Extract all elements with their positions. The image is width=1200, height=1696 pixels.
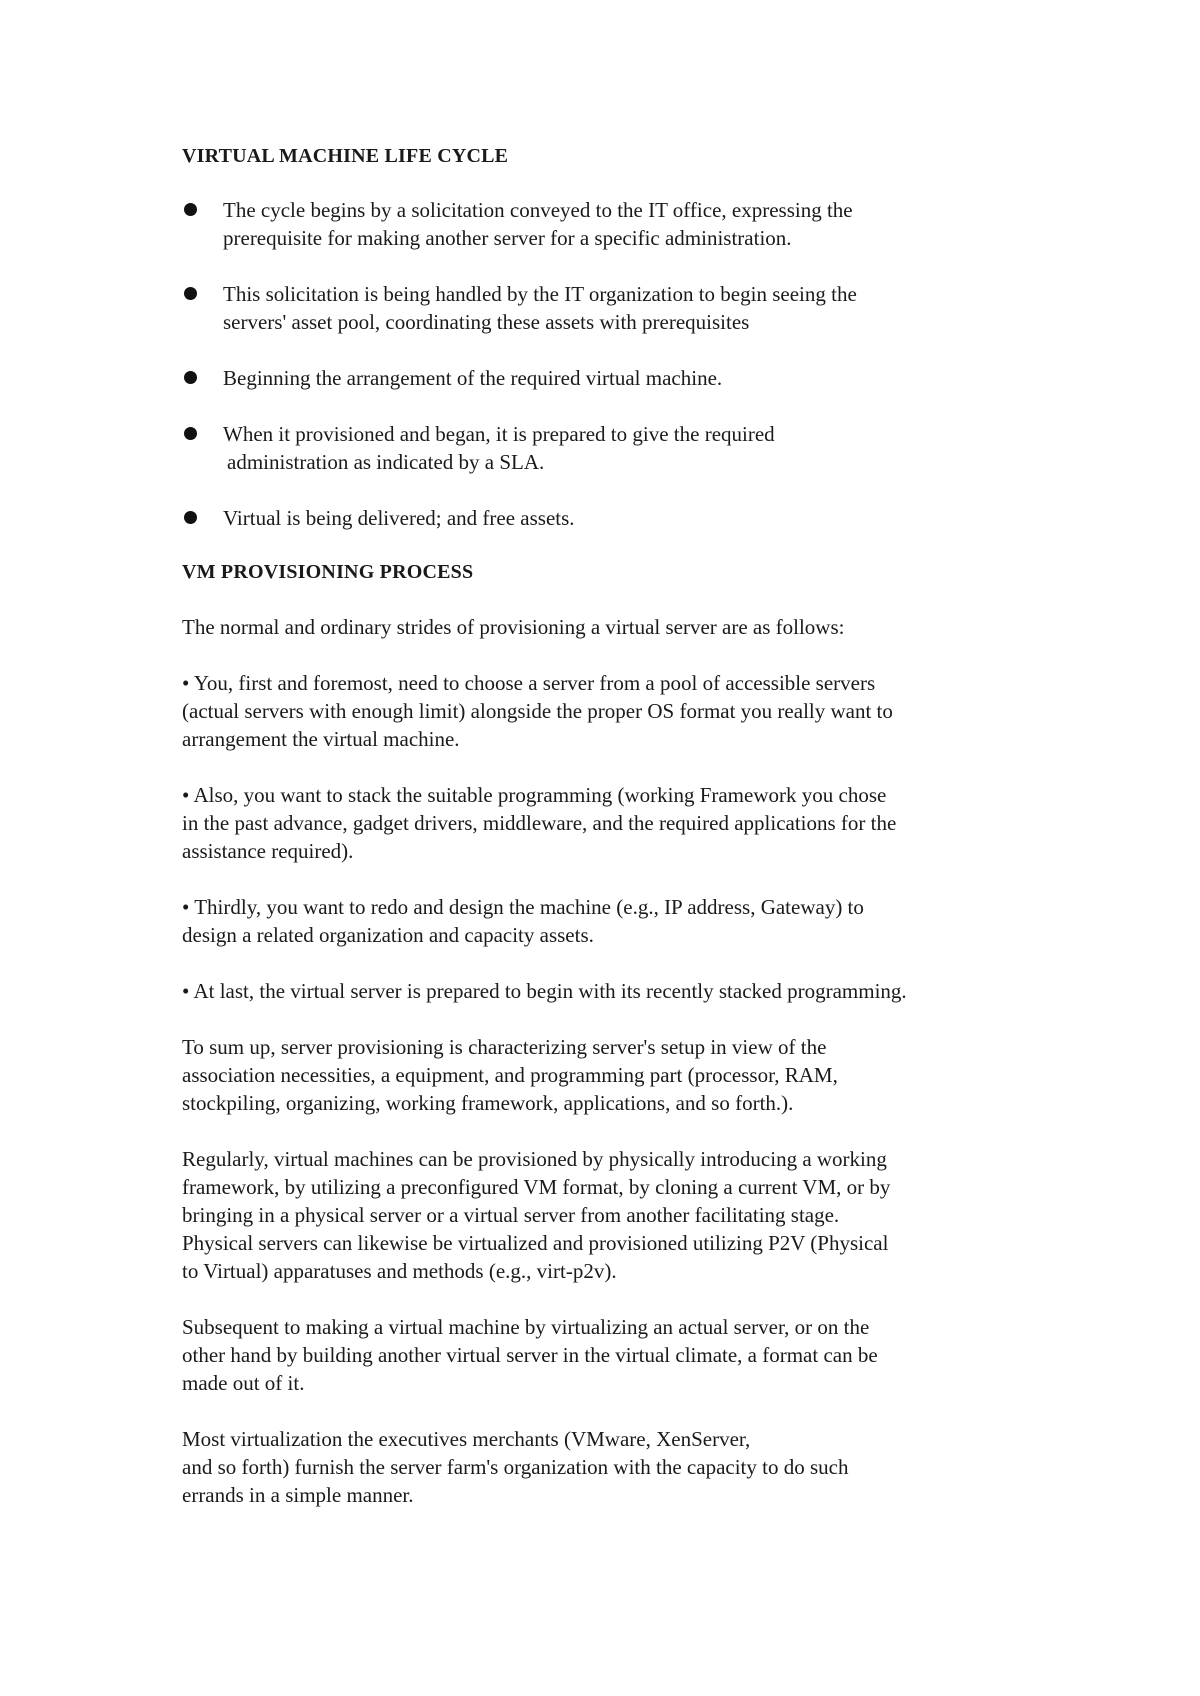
text-line: The cycle begins by a solicitation conveyed to the IT office, expressing the: [223, 198, 853, 222]
text-line: Subsequent to making a virtual machine by virtualizing an actual server, or on the: [182, 1315, 870, 1339]
bullet-text: [223, 280, 1062, 336]
bullet-text: [223, 196, 1062, 252]
paragraph: [182, 1425, 1062, 1509]
document-page: [182, 142, 1062, 1537]
bullet-icon: [184, 427, 197, 440]
paragraph: [182, 977, 1062, 1005]
list-item: [182, 364, 1062, 392]
text-line: • Thirdly, you want to redo and design the machine (e.g., IP address, Gateway) to: [182, 895, 864, 919]
text-line: To sum up, server provisioning is characterizing server's setup in view of the: [182, 1035, 827, 1059]
paragraph: [182, 669, 1062, 753]
paragraph: [182, 1145, 1062, 1285]
bullet-text: [223, 504, 1062, 532]
section-title-provisioning: VM PROVISIONING PROCESS: [182, 561, 474, 583]
text-line: Regularly, virtual machines can be provisioned by physically introducing a working: [182, 1147, 887, 1171]
section-title-life-cycle: VIRTUAL MACHINE LIFE CYCLE: [182, 145, 509, 167]
text-line: When it provisioned and began, it is prepared to give the required: [223, 422, 775, 446]
text-line: prerequisite for making another server for a specific administration.: [223, 226, 792, 250]
text-line: framework, by utilizing a preconfigured VM format, by cloning a current VM, or by: [182, 1175, 891, 1199]
paragraph: [182, 1033, 1062, 1117]
text-line: Virtual is being delivered; and free assets.: [223, 506, 575, 530]
text-line: stockpiling, organizing, working framework, applications, and so forth.).: [182, 1091, 794, 1115]
paragraph: [182, 613, 1062, 641]
list-item: [182, 420, 1062, 476]
text-line: design a related organization and capacity assets.: [182, 923, 594, 947]
text-line: made out of it.: [182, 1371, 305, 1395]
text-line: other hand by building another virtual server in the virtual climate, a format can be: [182, 1343, 878, 1367]
text-line: • Also, you want to stack the suitable programming (working Framework you chose: [182, 783, 887, 807]
text-line: Physical servers can likewise be virtualized and provisioned utilizing P2V (Physical: [182, 1231, 889, 1255]
list-item: [182, 280, 1062, 336]
text-line: bringing in a physical server or a virtual server from another facilitating stage.: [182, 1203, 840, 1227]
bullet-icon: [184, 287, 197, 300]
bullet-icon: [184, 511, 197, 524]
text-line: assistance required).: [182, 839, 354, 863]
list-item: [182, 196, 1062, 252]
text-line: and so forth) furnish the server farm's organization with the capacity to do such: [182, 1455, 849, 1479]
text-line: (actual servers with enough limit) alongside the proper OS format you really want to: [182, 699, 893, 723]
paragraph: [182, 781, 1062, 865]
text-line: administration as indicated by a SLA.: [227, 450, 545, 474]
text-line: in the past advance, gadget drivers, middleware, and the required applications for the: [182, 811, 897, 835]
provisioning-body: [182, 613, 1062, 1509]
bullet-text: [223, 364, 1062, 392]
text-line: • You, first and foremost, need to choose a server from a pool of accessible servers: [182, 671, 876, 695]
text-line: to Virtual) apparatuses and methods (e.g., virt-p2v).: [182, 1259, 617, 1283]
paragraph: [182, 1313, 1062, 1397]
text-line: association necessities, a equipment, and programming part (processor, RAM,: [182, 1063, 838, 1087]
bullet-icon: [184, 371, 197, 384]
text-line: • At last, the virtual server is prepared to begin with its recently stacked programming.: [182, 979, 907, 1003]
bullet-text: [223, 420, 1062, 476]
text-line: The normal and ordinary strides of provisioning a virtual server are as follows:: [182, 615, 845, 639]
paragraph: [182, 893, 1062, 949]
text-line: errands in a simple manner.: [182, 1483, 414, 1507]
text-line: Beginning the arrangement of the required virtual machine.: [223, 366, 723, 390]
text-line: Most virtualization the executives merchants (VMware, XenServer,: [182, 1427, 751, 1451]
life-cycle-bullet-list: [182, 196, 1062, 532]
text-line: This solicitation is being handled by the IT organization to begin seeing the: [223, 282, 857, 306]
bullet-icon: [184, 203, 197, 216]
text-line: arrangement the virtual machine.: [182, 727, 460, 751]
text-line: servers' asset pool, coordinating these assets with prerequisites: [223, 310, 750, 334]
list-item: [182, 504, 1062, 532]
